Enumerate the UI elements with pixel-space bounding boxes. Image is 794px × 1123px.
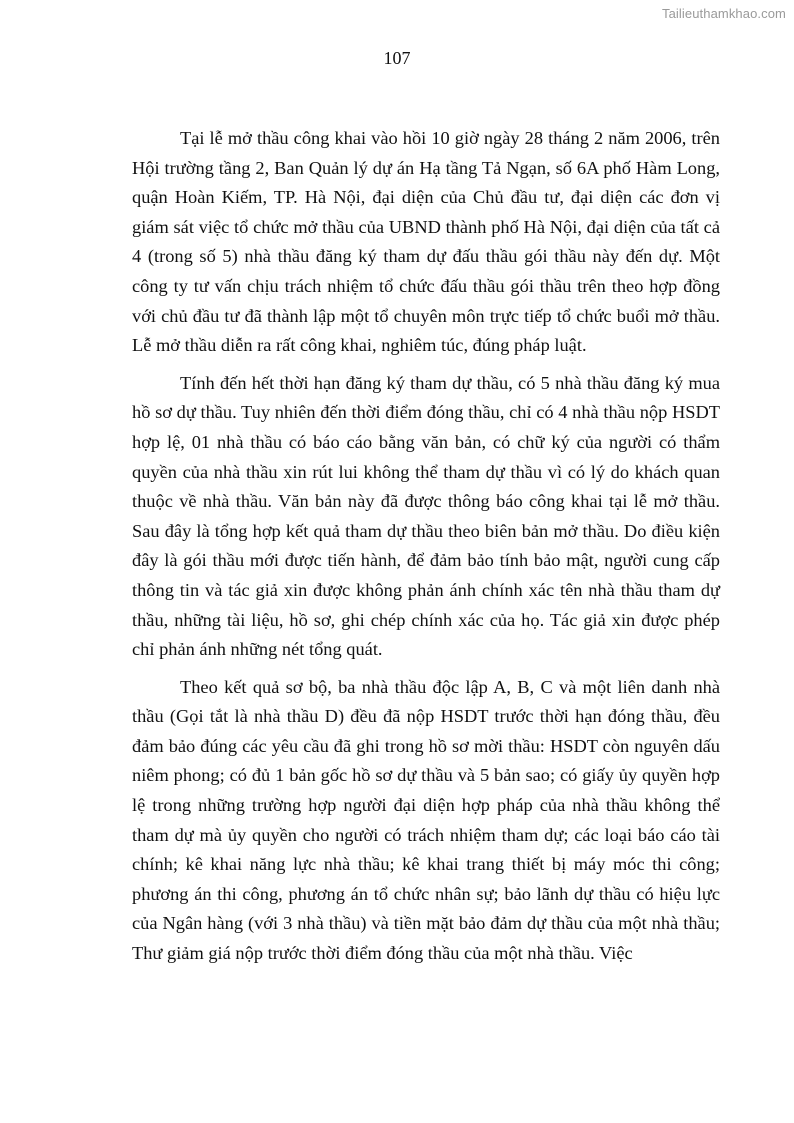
paragraph-1: Tại lễ mở thầu công khai vào hồi 10 giờ ngày 28 tháng 2 năm 2006, trên Hội trường tầng 2, Ban Quản lý dự án Hạ tầng Tả Ngạn, số 6A phố Hàm Long, quận Hoàn Kiếm, TP. Hà Nội, đại diện của Chủ đầu tư, đại diện các đơn vị giám sát việc tổ chức mở thầu của UBND thành phố Hà Nội, đại diện của tất cả 4 (trong số 5) nhà thầu đăng ký tham dự đấu thầu gói thầu này đến dự. Một công ty tư vấn chịu trách nhiệm tổ chức đấu thầu gói thầu trên theo hợp đồng với chủ đầu tư đã thành lập một tổ chuyên môn trực tiếp tổ chức buổi mở thầu. Lễ mở thầu diễn ra rất công khai, nghiêm túc, đúng pháp luật. [132,128,720,356]
paragraph-3: Theo kết quả sơ bộ, ba nhà thầu độc lập A, B, C và một liên danh nhà thầu (Gọi tắt là nhà thầu D) đều đã nộp HSDT trước thời hạn đóng thầu, đều đảm bảo đúng các yêu cầu đã ghi trong hồ sơ mời thầu: HSDT còn nguyên dấu niêm phong; có đủ 1 bản gốc hồ sơ dự thầu và 5 bản sao; có giấy ủy quyền hợp lệ trong những trường hợp người đại diện hợp pháp của nhà thầu không thể tham dự mà ủy quyền cho người có trách nhiệm tham dự; các loại báo cáo tài chính; kê khai năng lực nhà thầu; kê khai trang thiết bị máy móc thi công; phương án thi công, phương án tổ chức nhân sự; bảo lãnh dự thầu có hiệu lực của Ngân hàng (với 3 nhà thầu) và tiền mặt bảo đảm dự thầu của một nhà thầu; Thư giảm giá nộp trước thời điểm đóng thầu của một nhà thầu. Việc [132,676,720,964]
page-number: 107 [383,48,411,68]
paragraph-2: Tính đến hết thời hạn đăng ký tham dự thầu, có 5 nhà thầu đăng ký mua hồ sơ dự thầu. Tuy nhiên đến thời điểm đóng thầu, chỉ có 4 nhà thầu nộp HSDT hợp lệ, 01 nhà thầu có báo cáo bằng văn bản, có chữ ký của người có thẩm quyền của nhà thầu xin rút lui không thể tham dự thầu vì có lý do khách quan thuộc về nhà thầu. Văn bản này đã được thông báo công khai tại lễ mở thầu. Sau đây là tổng hợp kết quả tham dự thầu theo biên bản mở thầu. Do điều kiện đây là gói thầu mới được tiến hành, để đảm bảo tính bảo mật, người cung cấp thông tin và tác giả xin được không phản ánh chính xác tên nhà thầu tham dự thầu, những tài liệu, hồ sơ, ghi chép chính xác của họ. Tác giả xin được phép chỉ phản ánh những nét tổng quát. [132,372,720,660]
watermark-text: Tailieuthamkhao.com [661,6,786,21]
document-body [132,124,720,977]
